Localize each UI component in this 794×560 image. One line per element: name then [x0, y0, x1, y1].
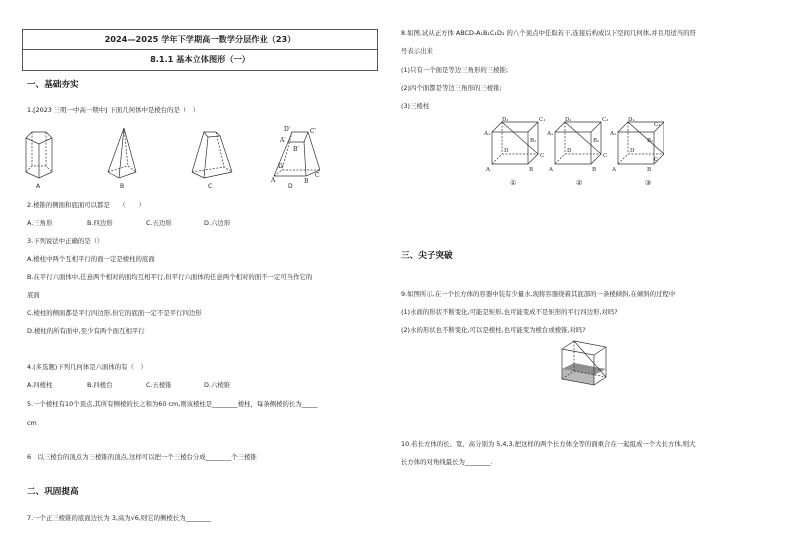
q8-line1: 8.如图,试从正方体 ABCD-A₁B₁C₁D₁ 的八个顶点中任取若干,连接后构成以下空间几何体,并且用适当的符	[401, 29, 696, 37]
cube3-label-c: C	[654, 157, 659, 163]
cube3-label-b: B	[647, 167, 652, 173]
q6-text: 6 以三棱台的顶点为三棱锥的顶点,这样可以把一个三棱台分成________个三棱锥	[27, 453, 257, 461]
q1-label-c: C	[208, 183, 213, 190]
cube2-label-b1: B₁	[593, 138, 600, 144]
q3-option-d: D.棱柱的所有面中,至少有两个面互相平行	[27, 327, 145, 335]
cube3-label-a: A	[612, 167, 616, 173]
q3-stem: 3.下列说法中正确的是（）	[27, 237, 104, 245]
q4-option-b: B.四棱台	[87, 381, 113, 389]
d-label-c-prime: C′	[310, 128, 316, 135]
q3-option-c: C.棱柱的侧面都是平行四边形,但它的底面一定不是平行四边形	[27, 309, 202, 317]
section-heading-advanced: 三、尖子突破	[401, 251, 453, 261]
cube2-label-b: B	[592, 167, 597, 173]
q3-option-b-cont: 底面	[27, 291, 40, 299]
q2-option-d: D.六边形	[204, 219, 231, 227]
cube1-label-a1: A₁	[484, 131, 491, 137]
q1-label-d: D	[288, 183, 293, 190]
cube2-label-c1: C₁	[602, 117, 609, 123]
cube2-label-a: A	[549, 167, 553, 173]
q4-option-c: C.五棱锥	[146, 381, 172, 389]
cube3-label-c1: C₁	[654, 122, 661, 128]
cube-figure-label-3: ③	[645, 179, 652, 187]
page-subtitle: 8.1.1 基本立体图形（一）	[150, 54, 250, 64]
cube1-label-d: D	[504, 148, 509, 154]
section-heading-consolidate: 二、巩固提高	[27, 487, 79, 497]
q1-figures	[20, 122, 320, 194]
q5-line2: cm	[27, 419, 37, 427]
q4-stem: 4.(多选题)下列几何体是六面体的有（ ）	[27, 363, 147, 371]
q3-option-a: A.棱柱中两个互相平行的面一定是棱柱的底面	[27, 255, 155, 263]
cube3-label-a1: A₁	[610, 131, 617, 137]
figure-b-pyramid	[108, 128, 136, 178]
d-label-c: C	[315, 172, 320, 179]
cube1-label-a: A	[486, 167, 490, 173]
q7-text: 7.一个正三棱锥的底面边长为 3,高为√6,则它的侧棱长为________	[27, 514, 212, 522]
cube-figure-label-2: ②	[576, 179, 583, 187]
q2-option-b: B.四边形	[87, 219, 113, 227]
cube2-label-d: D	[567, 148, 572, 154]
q2-stem: 2.棱锥的侧面和底面可以都是 （ ）	[27, 201, 145, 209]
cube2-label-c: C	[603, 153, 608, 159]
cube1-label-c1: C₁	[539, 117, 546, 123]
d-label-d: D	[278, 163, 283, 170]
q10-line2: 长方体的对角线最长为________.	[401, 458, 493, 466]
q1-label-b: B	[120, 183, 125, 190]
q1-label-a: A	[36, 183, 41, 190]
q9-line1: 9.如图所示,在一个长方体的容器中装有少量水,现将容器绕着其底部的一条棱倾斜,在倾斜的过程中	[401, 290, 676, 298]
q9-tilted-container-figure	[554, 335, 620, 389]
q8-cube-figures	[484, 116, 664, 176]
d-label-b-prime: B′	[293, 146, 299, 153]
q4-option-d: D.六棱锥	[204, 381, 231, 389]
cube1-label-d1: D₁	[502, 117, 509, 123]
q8-line2: 号表示出来	[401, 47, 433, 55]
cube1-label-b1: B₁	[530, 138, 537, 144]
title-divider	[23, 49, 377, 50]
q8-line4: (2)四个面都是等边三角形的三棱锥;	[401, 84, 502, 92]
cube2-label-a1: A₁	[547, 131, 554, 137]
section-heading-basic: 一、基础夯实	[27, 80, 79, 90]
q10-line1: 10.若长方体的长、宽、高分别为 5,4,3,把这样的两个长方体全等的面重合在一起组成一个大长方体,则大	[401, 440, 696, 448]
q8-line5: (3)三棱柱	[401, 102, 430, 110]
cube3-label-d: D	[630, 148, 635, 154]
cube-figure-label-1: ①	[510, 179, 517, 187]
q4-option-a: A.四棱柱	[27, 381, 53, 389]
cube3-label-b1: B₁	[647, 138, 654, 144]
cube1-label-c: C	[540, 153, 545, 159]
cube3-label-d1: D₁	[628, 117, 635, 123]
d-label-a-prime: A′	[280, 137, 286, 144]
page-title: 2024—2025 学年下学期高一数学分层作业（23）	[104, 34, 296, 44]
d-label-a: A	[271, 177, 276, 184]
d-label-d-prime: D′	[284, 126, 291, 133]
q9-line2: (1)水面的形状不断变化,可能是矩形,也可能变成不是矩形的平行四边形,对吗?	[401, 308, 618, 316]
figure-a-prism	[26, 132, 52, 178]
d-label-b: B	[304, 178, 309, 185]
cube1-label-b: B	[529, 167, 534, 173]
title-box	[22, 29, 378, 71]
q3-option-b: B.在平行六面体中,任意两个相对的面均互相平行,但平行六面体的任意两个相对的面不一定可当作它的	[27, 273, 313, 281]
q9-line3: (2)水的形状也不断变化,可以是棱柱,也可能变为棱台或棱锥,对吗?	[401, 326, 586, 334]
q8-line3: (1)只有一个面是等边三角形的三棱锥;	[401, 66, 509, 74]
cube2-label-d1: D₁	[565, 117, 572, 123]
figure-c-frustum	[192, 132, 232, 178]
q5-line1: 5.一个棱柱有10个顶点,其所有侧棱的长之和为60 cm,则该棱柱是________棱柱，每条侧棱的长为_____	[27, 400, 318, 408]
q2-option-c: C.五边形	[146, 219, 172, 227]
q2-option-a: A.三角形	[27, 219, 53, 227]
q1-stem: 1.[2023 三明一中高一期中] 下面几何体中是棱台的是（ ）	[27, 106, 200, 114]
